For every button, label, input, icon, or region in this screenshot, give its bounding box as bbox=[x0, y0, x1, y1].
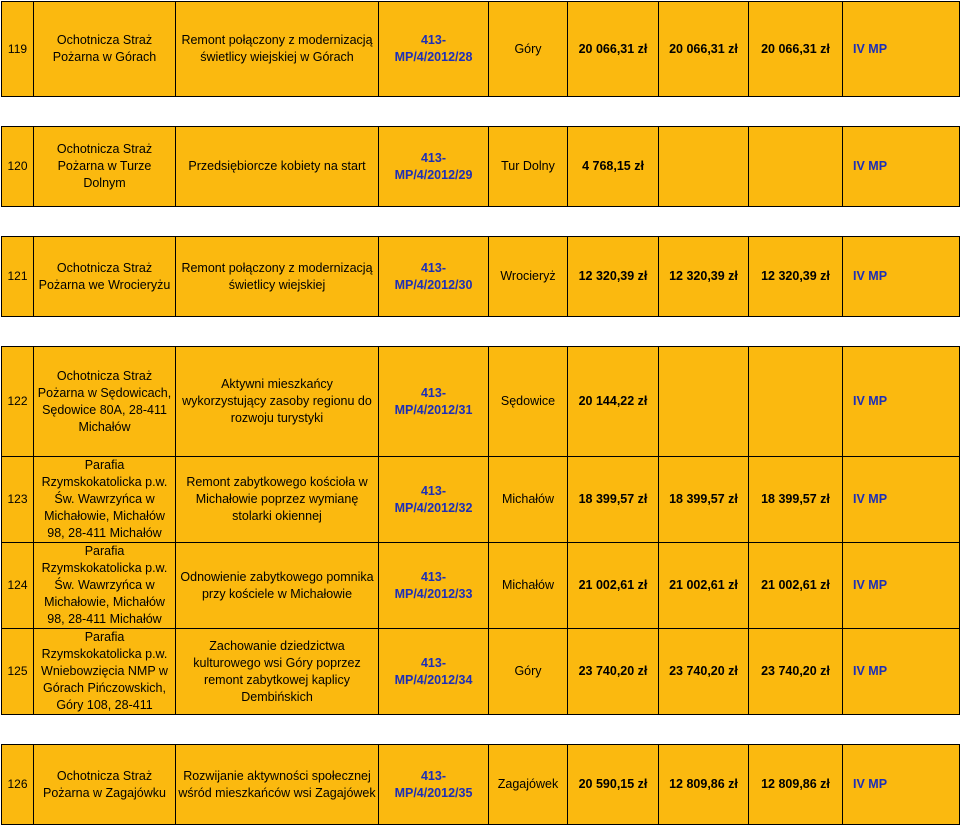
spacer-cell bbox=[2, 207, 960, 237]
amount-requested: 4 768,15 zł bbox=[568, 127, 659, 207]
programme-badge: IV MP bbox=[843, 745, 960, 825]
applicant-cell bbox=[34, 237, 176, 317]
amount-requested: 18 399,57 zł bbox=[568, 457, 659, 543]
row-spacer bbox=[2, 715, 960, 745]
amount-granted: 12 809,86 zł bbox=[749, 745, 843, 825]
spacer-cell bbox=[2, 97, 960, 127]
programme-badge: IV MP bbox=[843, 347, 960, 457]
applicant-line: Rzymskokatolicka p.w. bbox=[41, 561, 168, 575]
amount-granted: 21 002,61 zł bbox=[749, 543, 843, 629]
amount-granted: 20 066,31 zł bbox=[749, 2, 843, 97]
table-row bbox=[2, 745, 960, 825]
applicant-cell bbox=[34, 629, 176, 715]
applicant-cell bbox=[34, 127, 176, 207]
code-line: 413- bbox=[420, 260, 447, 275]
amount-approved: 21 002,61 zł bbox=[659, 543, 749, 629]
project-title: Zachowanie dziedzictwa kulturowego wsi Góry poprzez remont zabytkowej kaplicy Dembińskich bbox=[176, 629, 379, 715]
amount-requested: 21 002,61 zł bbox=[568, 543, 659, 629]
spacer-cell bbox=[2, 317, 960, 347]
code-line: 413- bbox=[420, 569, 447, 584]
amount-requested: 20 590,15 zł bbox=[568, 745, 659, 825]
application-code bbox=[379, 457, 489, 543]
code-line: 413- bbox=[420, 150, 447, 165]
applicant-line: 98, 28-411 Michałów bbox=[47, 612, 162, 626]
amount-approved: 20 066,31 zł bbox=[659, 2, 749, 97]
code-line: 413- bbox=[420, 33, 447, 47]
code-line: MP/4/2012/29 bbox=[394, 167, 473, 182]
table-body bbox=[2, 2, 960, 825]
code-line: 413- bbox=[420, 483, 447, 498]
applicant-line: Rzymskokatolicka p.w. bbox=[41, 647, 168, 661]
locality: Sędowice bbox=[489, 347, 568, 457]
applicant-line: Pożarna we Wrocieryżu bbox=[38, 277, 171, 292]
amount-requested: 20 144,22 zł bbox=[568, 347, 659, 457]
row-number: 123 bbox=[2, 457, 34, 543]
code-line: MP/4/2012/33 bbox=[394, 586, 473, 601]
locality: Góry bbox=[489, 2, 568, 97]
row-number: 125 bbox=[2, 629, 34, 715]
project-title: Remont zabytkowego kościoła w Michałowie poprzez wymianę stolarki okiennej bbox=[176, 457, 379, 543]
row-spacer bbox=[2, 97, 960, 127]
amount-approved: 12 809,86 zł bbox=[659, 745, 749, 825]
code-line: MP/4/2012/35 bbox=[394, 785, 473, 800]
applicant-cell bbox=[34, 347, 176, 457]
project-title: Odnowienie zabytkowego pomnika przy kościele w Michałowie bbox=[176, 543, 379, 629]
applicant-line: Ochotnicza Straż bbox=[56, 768, 153, 783]
locality: Wrocieryż bbox=[489, 237, 568, 317]
row-number: 126 bbox=[2, 745, 34, 825]
application-code bbox=[379, 745, 489, 825]
applicant-line: Św. Wawrzyńca w bbox=[54, 492, 155, 506]
code-line: 413- bbox=[420, 768, 447, 783]
applicant-line: Parafia bbox=[84, 630, 125, 644]
code-line: 413- bbox=[420, 655, 447, 670]
row-number: 120 bbox=[2, 127, 34, 207]
code-line: MP/4/2012/28 bbox=[394, 50, 473, 64]
amount-granted bbox=[749, 347, 843, 457]
applicant-line: Michałowie, Michałów bbox=[44, 509, 165, 523]
amount-approved bbox=[659, 347, 749, 457]
table-row bbox=[2, 457, 960, 543]
programme-badge: IV MP bbox=[843, 127, 960, 207]
application-code bbox=[379, 127, 489, 207]
project-title: Remont połączony z modernizacją świetlicy wiejskiej bbox=[176, 237, 379, 317]
application-code bbox=[379, 237, 489, 317]
applicant-line: Ochotnicza Straż bbox=[56, 142, 153, 156]
table-row bbox=[2, 237, 960, 317]
amount-granted: 23 740,20 zł bbox=[749, 629, 843, 715]
amount-approved: 12 320,39 zł bbox=[659, 237, 749, 317]
spacer-cell bbox=[2, 715, 960, 745]
project-title: Rozwijanie aktywności społecznej wśród mieszkańców wsi Zagajówek bbox=[176, 745, 379, 825]
applicant-cell bbox=[34, 457, 176, 543]
applicant-line: Góry 108, 28-411 bbox=[56, 698, 153, 712]
locality: Zagajówek bbox=[489, 745, 568, 825]
amount-requested: 20 066,31 zł bbox=[568, 2, 659, 97]
applicant-line: Rzymskokatolicka p.w. bbox=[41, 475, 168, 489]
amount-requested: 12 320,39 zł bbox=[568, 237, 659, 317]
applicant-line: Sędowice 80A, 28-411 bbox=[42, 402, 167, 417]
project-title: Przedsiębiorcze kobiety na start bbox=[176, 127, 379, 207]
application-code bbox=[379, 347, 489, 457]
project-title: Remont połączony z modernizacją świetlicy wiejskiej w Górach bbox=[176, 2, 379, 97]
applicant-line: Pożarna w Zagajówku bbox=[43, 785, 166, 800]
applicant-line: Parafia bbox=[84, 544, 125, 558]
code-line: 413- bbox=[420, 385, 447, 400]
amount-granted bbox=[749, 127, 843, 207]
code-line: MP/4/2012/31 bbox=[394, 402, 473, 417]
programme-badge: IV MP bbox=[843, 2, 960, 97]
applicant-cell bbox=[34, 745, 176, 825]
applicant-line: Ochotnicza Straż bbox=[56, 368, 153, 383]
amount-requested: 23 740,20 zł bbox=[568, 629, 659, 715]
application-code bbox=[379, 2, 489, 97]
applicant-line: Pożarna w Górach bbox=[52, 50, 157, 64]
row-spacer bbox=[2, 317, 960, 347]
table-row bbox=[2, 2, 960, 97]
applicant-line: Św. Wawrzyńca w bbox=[54, 578, 155, 592]
programme-badge: IV MP bbox=[843, 457, 960, 543]
amount-granted: 18 399,57 zł bbox=[749, 457, 843, 543]
amount-approved: 23 740,20 zł bbox=[659, 629, 749, 715]
programme-badge: IV MP bbox=[843, 629, 960, 715]
applicant-line: Michałowie, Michałów bbox=[44, 595, 165, 609]
row-number: 122 bbox=[2, 347, 34, 457]
amount-approved bbox=[659, 127, 749, 207]
applicant-line: Michałów bbox=[78, 419, 131, 434]
code-line: MP/4/2012/32 bbox=[394, 500, 473, 515]
row-spacer bbox=[2, 207, 960, 237]
code-line: MP/4/2012/30 bbox=[394, 277, 473, 292]
grant-table bbox=[1, 1, 960, 825]
row-number: 121 bbox=[2, 237, 34, 317]
row-number: 119 bbox=[2, 2, 34, 97]
applicant-line: Pożarna w Sędowicach, bbox=[37, 385, 172, 400]
applicant-line: Wniebowzięcia NMP w bbox=[41, 664, 168, 678]
locality: Michałów bbox=[489, 543, 568, 629]
amount-approved: 18 399,57 zł bbox=[659, 457, 749, 543]
locality: Michałów bbox=[489, 457, 568, 543]
table-row bbox=[2, 127, 960, 207]
applicant-line: Pożarna w Turze Dolnym bbox=[57, 159, 152, 190]
locality: Góry bbox=[489, 629, 568, 715]
amount-granted: 12 320,39 zł bbox=[749, 237, 843, 317]
applicant-line: 98, 28-411 Michałów bbox=[47, 526, 162, 540]
applicant-line: Ochotnicza Straż bbox=[56, 33, 153, 47]
table-row bbox=[2, 347, 960, 457]
row-number: 124 bbox=[2, 543, 34, 629]
programme-badge: IV MP bbox=[843, 237, 960, 317]
locality: Tur Dolny bbox=[489, 127, 568, 207]
applicant-line: Ochotnicza Straż bbox=[56, 260, 153, 275]
project-title: Aktywni mieszkańcy wykorzystujący zasoby regionu do rozwoju turystyki bbox=[176, 347, 379, 457]
programme-badge: IV MP bbox=[843, 543, 960, 629]
applicant-cell bbox=[34, 2, 176, 97]
applicant-line: Górach Pińczowskich, bbox=[43, 681, 166, 695]
applicant-line: Parafia bbox=[84, 458, 125, 472]
code-line: MP/4/2012/34 bbox=[394, 672, 473, 687]
application-code bbox=[379, 629, 489, 715]
table-row bbox=[2, 629, 960, 715]
